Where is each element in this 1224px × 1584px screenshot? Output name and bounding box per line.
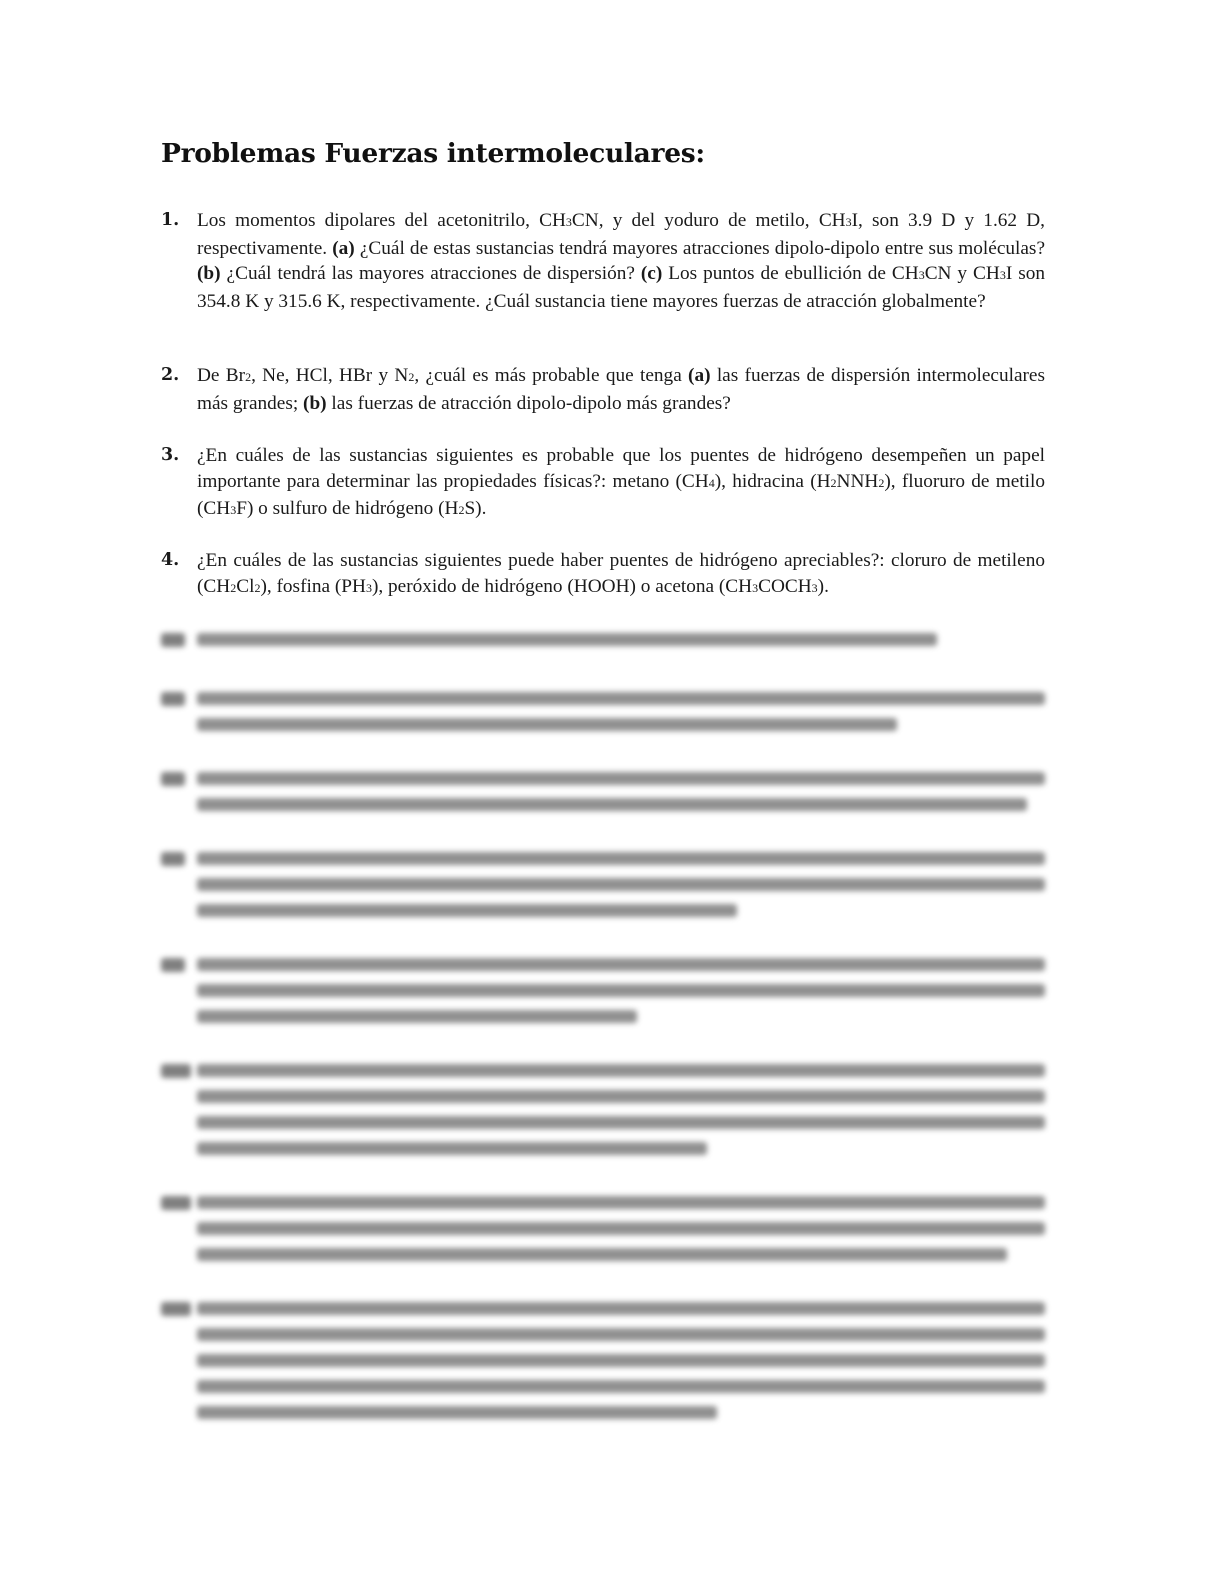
blurred-number — [161, 633, 185, 647]
blurred-number — [161, 852, 185, 866]
blurred-number — [161, 1302, 191, 1316]
text-run: F) o sulfuro de hidrógeno (H — [236, 498, 459, 519]
blurred-number — [161, 772, 185, 786]
text-run: NNH — [836, 470, 879, 492]
blurred-problems — [161, 625, 1045, 1425]
subscript: 3 — [565, 215, 572, 229]
text-run: CN y CH — [924, 263, 1000, 284]
text-run: De Br — [197, 365, 246, 386]
text-run: las fuerzas de atracción dipolo-dipolo más grandes? — [326, 392, 731, 414]
text-run: ¿Cuál de estas sustancias tendrá mayores atracciones dipolo-dipolo entre sus moléculas? — [354, 237, 1045, 259]
blurred-line — [197, 878, 1045, 891]
subscript: 2 — [230, 580, 237, 595]
blurred-line — [197, 1406, 717, 1419]
blurred-line — [197, 1380, 1045, 1393]
text-run: Los momentos dipolares del acetonitrilo, CH — [197, 210, 566, 231]
page-title: Problemas Fuerzas intermoleculares: — [161, 138, 705, 169]
blurred-line — [197, 1354, 1045, 1367]
blurred-line — [197, 1090, 1045, 1103]
subscript: 3 — [752, 580, 759, 595]
text-run: Los puntos de ebullición de CH — [662, 263, 919, 284]
text-run: ). — [817, 575, 829, 597]
problem-text — [197, 443, 1045, 524]
subscript: 2 — [254, 580, 261, 595]
subscript: 3 — [918, 268, 925, 282]
text-run: , Ne, HCl, HBr y N — [251, 365, 409, 386]
text-run: ), fosfina (PH — [260, 575, 366, 597]
part-label: (c) — [640, 263, 663, 284]
blurred-line — [197, 772, 1045, 785]
blurred-line — [197, 1222, 1045, 1235]
part-label: (a) — [332, 237, 355, 259]
subscript: 2 — [408, 370, 415, 384]
blurred-line — [197, 798, 1027, 811]
subscript: 4 — [708, 475, 715, 490]
problem-number: 4. — [161, 550, 180, 570]
subscript: 3 — [230, 503, 237, 517]
subscript: 3 — [365, 580, 372, 595]
part-label: (a) — [688, 365, 711, 386]
blurred-line — [197, 1196, 1045, 1209]
blurred-number — [161, 1196, 191, 1210]
text-run: ), fluoruro de metilo (CH — [197, 470, 1045, 519]
blurred-line — [197, 1328, 1045, 1341]
blurred-number — [161, 958, 185, 972]
problem-text — [197, 363, 1045, 416]
subscript: 3 — [845, 215, 852, 229]
problem-number: 1. — [161, 210, 180, 230]
text-run: ), hidracina (H — [714, 470, 831, 492]
blurred-line — [197, 1302, 1045, 1315]
subscript: 2 — [830, 475, 837, 490]
text-run: I, son 3.9 D y 1.62 D, respectivamente. — [197, 210, 1045, 259]
text-run: CN, y del yoduro de metilo, CH — [571, 210, 846, 231]
problem-4 — [161, 548, 1045, 601]
blurred-line — [197, 1248, 1007, 1261]
text-run: , ¿cuál es más probable que tenga — [414, 365, 689, 386]
problem-text — [197, 548, 1045, 601]
text-run: las fuerzas de dispersión intermoleculares más grandes; — [197, 365, 1045, 414]
problem-number: 2. — [161, 365, 180, 385]
subscript: 3 — [999, 268, 1006, 282]
text-run: ¿En cuáles de las sustancias siguientes puede haber puentes de hidrógeno apreciables?: cloruro de metileno (CH — [197, 550, 1045, 597]
blurred-number — [161, 1064, 191, 1078]
blurred-line — [197, 1064, 1045, 1077]
part-label: (b) — [197, 263, 221, 284]
part-label: (b) — [303, 392, 327, 414]
text-run: ¿Cuál tendrá las mayores atracciones de dispersión? — [220, 263, 641, 284]
problem-2 — [161, 363, 1045, 416]
subscript: 2 — [458, 503, 465, 517]
blurred-line — [197, 692, 1045, 705]
subscript: 2 — [878, 475, 885, 490]
blurred-line — [197, 958, 1045, 971]
blurred-line — [197, 718, 897, 731]
text-run: Cl — [236, 575, 255, 597]
subscript: 2 — [245, 370, 252, 384]
blurred-line — [197, 984, 1045, 997]
text-run: ¿En cuáles de las sustancias siguientes es probable que los puentes de hidrógeno desempeñen un papel importante para determinar las propiedades físicas?: metano (CH — [197, 445, 1045, 492]
blurred-number — [161, 692, 185, 706]
blurred-line — [197, 1116, 1045, 1129]
text-run: COCH — [758, 575, 812, 597]
problem-1 — [161, 208, 1045, 314]
blurred-line — [197, 633, 937, 646]
blurred-line — [197, 1142, 707, 1155]
problem-3 — [161, 443, 1045, 524]
text-run: S). — [464, 498, 487, 519]
subscript: 3 — [811, 580, 818, 595]
problem-text — [197, 208, 1045, 314]
blurred-line — [197, 852, 1045, 865]
blurred-line — [197, 904, 737, 917]
text-run: ), peróxido de hidrógeno (HOOH) o acetona (CH — [371, 575, 753, 597]
problem-number: 3. — [161, 445, 180, 465]
text-run: I son 354.8 K y 315.6 K, respectivamente. ¿Cuál sustancia tiene mayores fuerzas de atracción globalmente? — [197, 263, 1045, 312]
blurred-line — [197, 1010, 637, 1023]
